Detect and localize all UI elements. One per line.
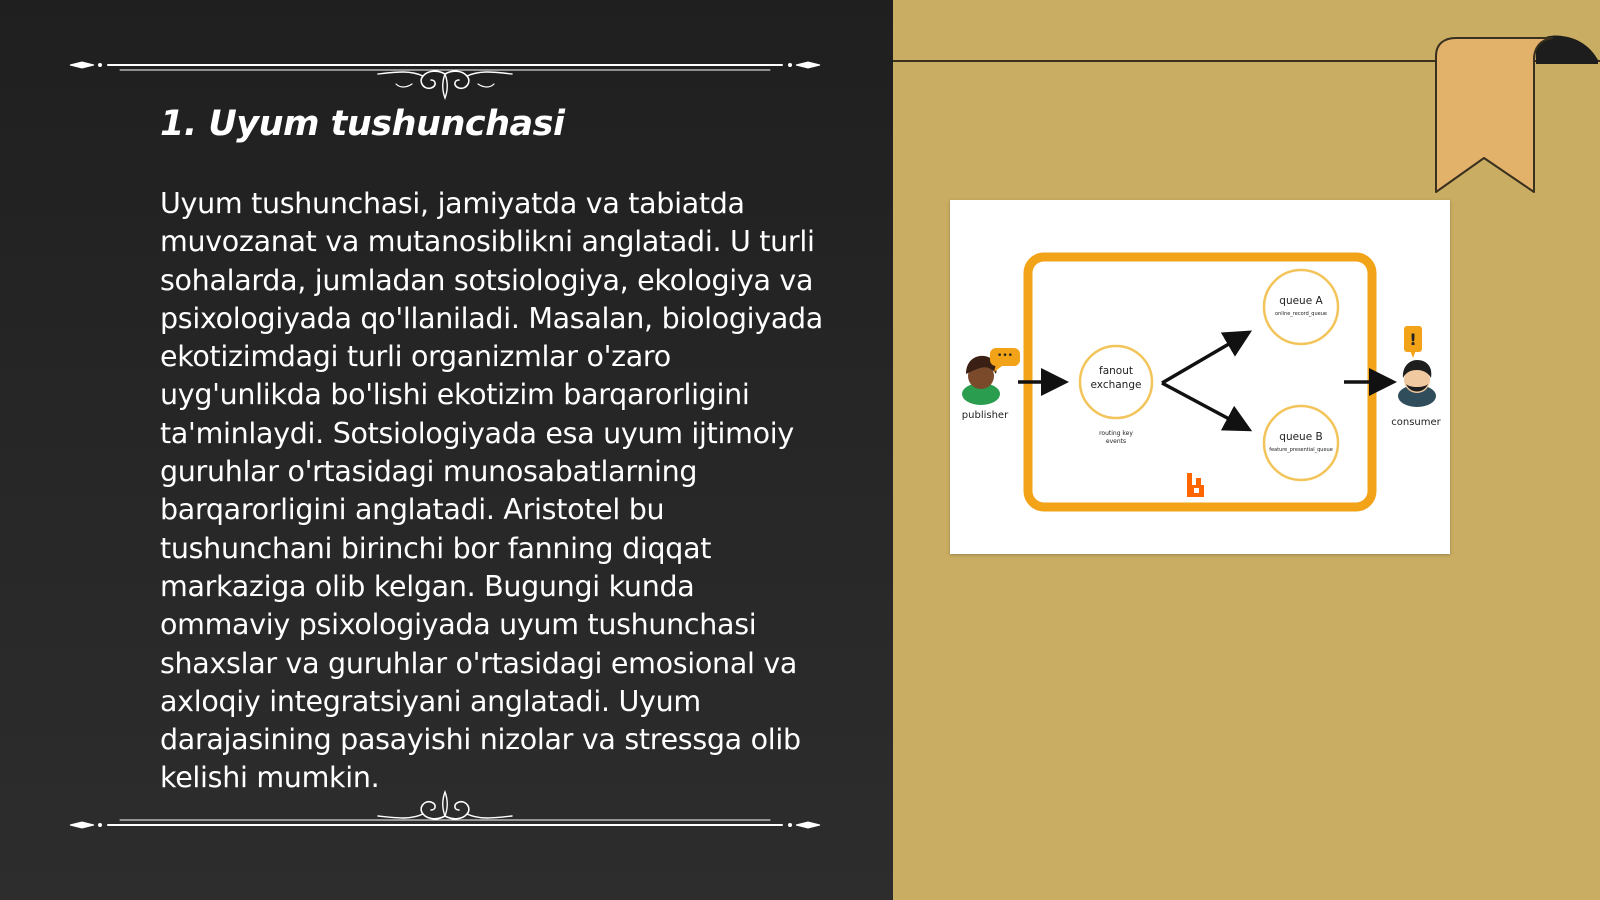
queue-b-label: queue B (1279, 431, 1323, 443)
queue-b-sublabel: feature_presential_queue (1269, 447, 1333, 453)
fanout-exchange-diagram (950, 200, 1450, 554)
routing-key-line1: routing key (1099, 430, 1133, 437)
speech-bubble-dots: ••• (997, 351, 1013, 361)
slide-title: 1. Uyum tushunchasi (160, 104, 565, 144)
consumer-icon (1398, 326, 1436, 407)
exchange-label-line1: fanout (1099, 365, 1133, 377)
top-ornament-divider (60, 48, 830, 108)
queue-a-sublabel: online_record_queue (1275, 311, 1327, 317)
consumer-label: consumer (1391, 417, 1441, 428)
publisher-label: publisher (961, 410, 1009, 421)
arrow-exchange-to-queue-a (1162, 334, 1246, 383)
bookmark-ribbon (1432, 34, 1600, 200)
queue-a-label: queue A (1279, 295, 1323, 307)
arrow-exchange-to-queue-b (1162, 383, 1246, 428)
slide-body-text: Uyum tushunchasi, jamiyatda va tabiatda muvozanat va mutanosiblikni anglatadi. U turli sohalarda, jumladan sotsiologiya, ekologiya va psixologiyada qo'llaniladi. Masalan, biologiyada ekotizimdagi turli organizmlar o'zaro uyg'unlikda bo'lishi ekotizim barqarorligini ta'minlaydi. Sotsiologiyada esa uyum ijtimoiy guruhlar o'rtasidagi munosabatlarning barqarorligini anglatadi. Aristotel bu tushunchani birinchi bor fanning diqqat markaziga olib kelgan. Bugungi kunda ommaviy psixologiyada uyum tushunchasi shaxslar va guruhlar o'rtasidagi emosional va axloqiy integratsiyani anglatadi. Uyum darajasining pasayishi nizolar va stressga olib kelishi mumkin. (160, 187, 823, 795)
exchange-label-line2: exchange (1090, 379, 1142, 391)
bottom-ornament-divider (60, 772, 830, 832)
routing-key-line2: events (1105, 438, 1127, 445)
alert-icon: ! (1409, 330, 1417, 349)
diagram-card (950, 200, 1450, 554)
rabbitmq-logo-icon (1187, 473, 1204, 497)
queue-b-node (1264, 406, 1338, 480)
queue-a-node (1264, 270, 1338, 344)
